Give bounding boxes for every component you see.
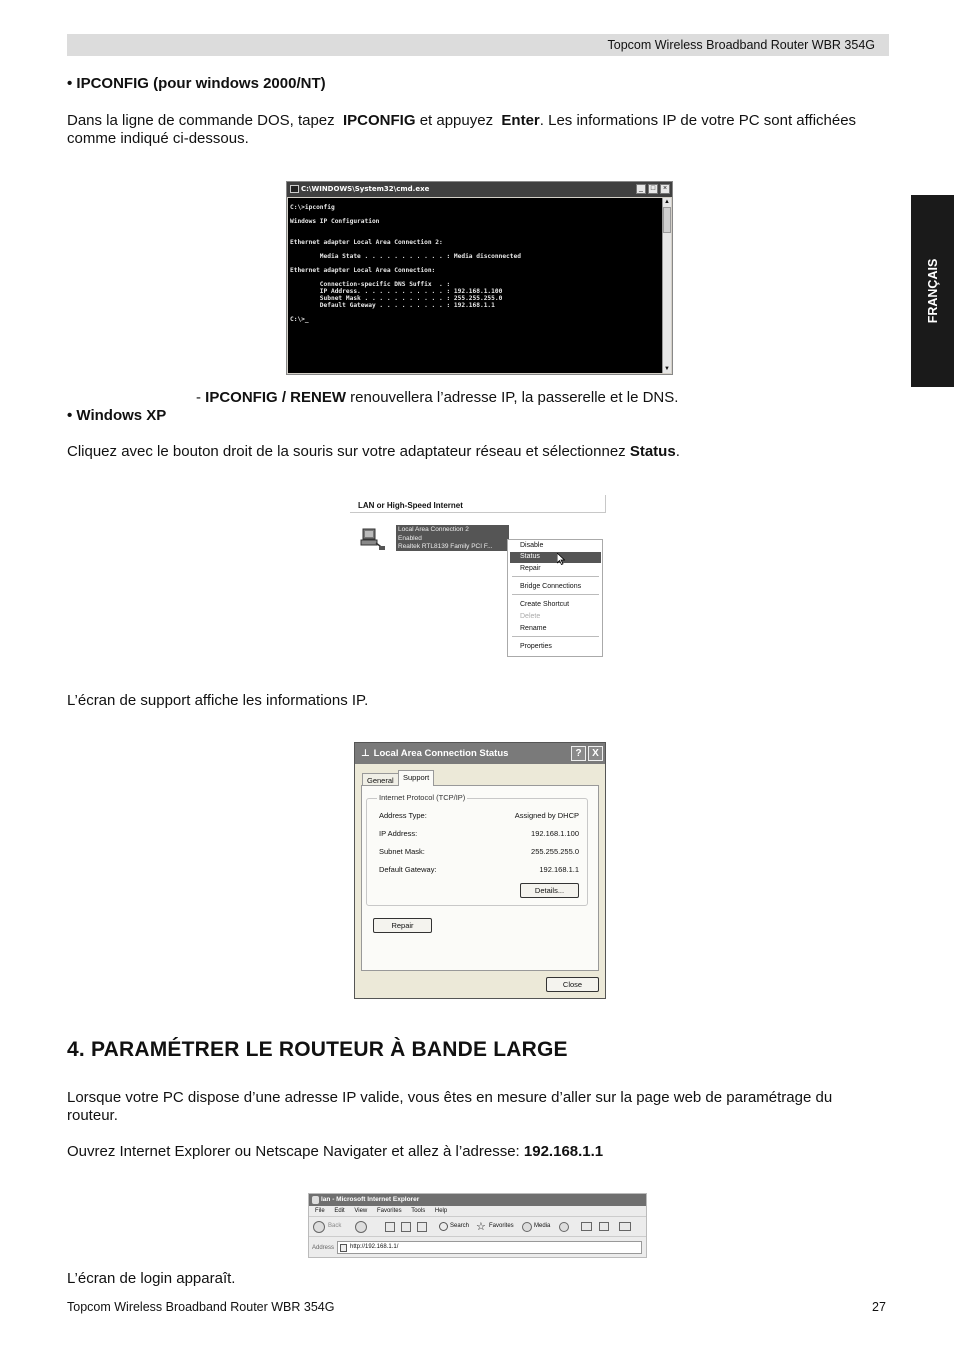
- running-header: [67, 34, 889, 56]
- ie-title-bar: [309, 1194, 646, 1206]
- address-type-row: [379, 811, 579, 821]
- menu-file[interactable]: File: [315, 1208, 325, 1214]
- menu-separator: [512, 576, 599, 577]
- context-menu: [507, 539, 603, 657]
- ie-menu-bar: [309, 1206, 646, 1217]
- close-x-button[interactable]: X: [588, 746, 603, 761]
- menu-view[interactable]: View: [354, 1208, 368, 1214]
- internet-explorer-screenshot: [308, 1193, 647, 1258]
- media-icon[interactable]: [522, 1222, 532, 1232]
- cmd-title-bar: [287, 182, 672, 197]
- ip-address-row: [379, 829, 579, 839]
- favorites-label[interactable]: Favorites: [489, 1223, 514, 1229]
- repair-button[interactable]: Repair: [373, 918, 432, 933]
- menu-item-repair[interactable]: Repair: [520, 565, 541, 572]
- back-arrow-icon[interactable]: [313, 1221, 325, 1233]
- menu-item-delete: Delete: [520, 613, 541, 620]
- page-icon: [340, 1244, 347, 1252]
- scroll-down-icon: ▼: [664, 366, 670, 372]
- tab-support[interactable]: Support: [398, 770, 434, 786]
- connection-state: Enabled: [398, 534, 422, 542]
- language-tab: [911, 195, 954, 387]
- row-label: IP Address:: [379, 829, 418, 838]
- cmd-console: [288, 198, 662, 373]
- menu-item-bridge[interactable]: Bridge Connections: [520, 583, 582, 590]
- connection-icon: ⊥: [361, 748, 370, 759]
- row-label: Address Type:: [379, 811, 427, 820]
- menu-favorites[interactable]: Favorites: [376, 1208, 402, 1214]
- row-label: Default Gateway:: [379, 865, 437, 874]
- ipconfig-renew-note: - IPCONFIG / RENEW renouvellera l’adresse IP, la passerelle et le DNS.: [196, 389, 679, 406]
- menu-item-properties[interactable]: Properties: [520, 643, 552, 650]
- footer-title: Topcom Wireless Broadband Router WBR 354G: [67, 1300, 335, 1314]
- row-label: Subnet Mask:: [379, 847, 425, 856]
- dialog-title-bar: [355, 743, 605, 764]
- history-icon[interactable]: [559, 1222, 569, 1232]
- section4-paragraph-2: Ouvrez Internet Explorer ou Netscape Navigater et allez à l’adresse: 192.168.1.1: [67, 1143, 604, 1160]
- cmd-title: C:\WINDOWS\System32\cmd.exe: [301, 185, 430, 193]
- ie-address-bar: [309, 1238, 646, 1259]
- context-menu-screenshot: [350, 495, 606, 659]
- scroll-up-icon: ▲: [664, 199, 670, 205]
- ipconfig-paragraph: Dans la ligne de commande DOS, tapez IPCONFIG et appuyez Enter. Les informations IP de votre PC sont affichées comme indiqué ci-dessous.: [67, 112, 857, 147]
- subnet-mask-row: [379, 847, 579, 857]
- scroll-thumb: [663, 207, 671, 233]
- details-button[interactable]: Details...: [520, 883, 579, 898]
- cmd-scrollbar: [662, 198, 671, 373]
- address-label: Address: [312, 1245, 335, 1251]
- selected-connection: [396, 525, 509, 551]
- close-icon: ×: [660, 184, 670, 194]
- menu-separator: [512, 636, 599, 637]
- winxp-paragraph: Cliquez avec le bouton droit de la souris sur votre adaptateur réseau et sélectionnez Status.: [67, 443, 680, 460]
- row-value: 192.168.1.100: [531, 829, 579, 838]
- home-icon[interactable]: [417, 1222, 427, 1232]
- favorites-star-icon[interactable]: ☆: [476, 1221, 486, 1233]
- edit-icon[interactable]: [619, 1222, 631, 1231]
- mouse-cursor-icon: [557, 553, 565, 565]
- menu-item-status[interactable]: Status: [520, 553, 540, 560]
- media-label[interactable]: Media: [534, 1223, 551, 1229]
- connection-status-dialog: [354, 742, 606, 999]
- cmd-output: C:\>ipconfig Windows IP Configuration Ethernet adapter Local Area Connection 2: Media State . . . . . . . . . . . : Media disconnected Ethernet adapter Local Area Connection: Connection-specific DNS Suffix . : IP Address. . . . . . . . . . . . : 192.168.1.100 Subnet Mask . . . . . . . . . . . : 255.255.255.0 Default Gateway . . . . . . . . . : 192.168.1.1 C:\>_: [290, 204, 521, 323]
- ipconfig-bullet: • IPCONFIG (pour windows 2000/NT): [67, 75, 326, 92]
- cmd-window-screenshot: [286, 181, 673, 375]
- search-icon[interactable]: [439, 1222, 448, 1231]
- menu-help[interactable]: Help: [434, 1208, 448, 1214]
- row-value: Assigned by DHCP: [514, 811, 579, 820]
- language-tab-label: FRANÇAIS: [925, 258, 940, 324]
- stop-icon[interactable]: [385, 1222, 395, 1232]
- mail-icon[interactable]: [581, 1222, 592, 1231]
- menu-tools[interactable]: Tools: [411, 1208, 426, 1214]
- address-input[interactable]: http://192.168.1.1/: [337, 1241, 642, 1254]
- minimize-icon: _: [636, 184, 646, 194]
- forward-arrow-icon[interactable]: [355, 1221, 367, 1233]
- ie-title: lan - Microsoft Internet Explorer: [321, 1196, 420, 1203]
- page-number: 27: [872, 1300, 886, 1314]
- menu-separator: [512, 594, 599, 595]
- connection-name: Local Area Connection 2: [398, 526, 469, 533]
- search-label[interactable]: Search: [450, 1223, 470, 1229]
- support-screen-note: L’écran de support affiche les informations IP.: [67, 692, 369, 709]
- help-button[interactable]: ?: [571, 746, 586, 761]
- row-value: 192.168.1.1: [539, 865, 579, 874]
- menu-edit[interactable]: Edit: [334, 1208, 345, 1214]
- section-heading: 4. PARAMÉTRER LE ROUTEUR À BANDE LARGE: [67, 1038, 568, 1061]
- refresh-icon[interactable]: [401, 1222, 411, 1232]
- tcpip-group-label: Internet Protocol (TCP/IP): [379, 793, 466, 802]
- maximize-icon: □: [648, 184, 658, 194]
- menu-item-create-shortcut[interactable]: Create Shortcut: [520, 601, 570, 608]
- cmd-app-icon: [290, 185, 299, 193]
- section4-paragraph-1: Lorsque votre PC dispose d’une adresse IP valide, vous êtes en mesure d’aller sur la page web de paramétrage du routeur.: [67, 1089, 833, 1124]
- network-connection-icon: [360, 525, 386, 551]
- connection-adapter: Realtek RTL8139 Family PCI F...: [398, 543, 493, 550]
- menu-item-disable[interactable]: Disable: [520, 542, 544, 549]
- running-header-title: Topcom Wireless Broadband Router WBR 354G: [607, 38, 875, 52]
- tab-general[interactable]: General: [362, 773, 399, 786]
- back-label[interactable]: Back: [328, 1223, 342, 1229]
- menu-item-rename[interactable]: Rename: [520, 625, 547, 632]
- ie-logo-icon: [312, 1196, 319, 1204]
- gateway-row: [379, 865, 579, 875]
- print-icon[interactable]: [599, 1222, 609, 1231]
- dialog-title: Local Area Connection Status: [373, 748, 509, 759]
- row-value: 255.255.255.0: [531, 847, 579, 856]
- close-button[interactable]: Close: [546, 977, 599, 992]
- login-screen-note: L’écran de login apparaît.: [67, 1270, 236, 1287]
- ie-toolbar: [309, 1217, 646, 1237]
- network-group-header: LAN or High-Speed Internet: [350, 495, 606, 513]
- winxp-bullet: • Windows XP: [67, 407, 167, 424]
